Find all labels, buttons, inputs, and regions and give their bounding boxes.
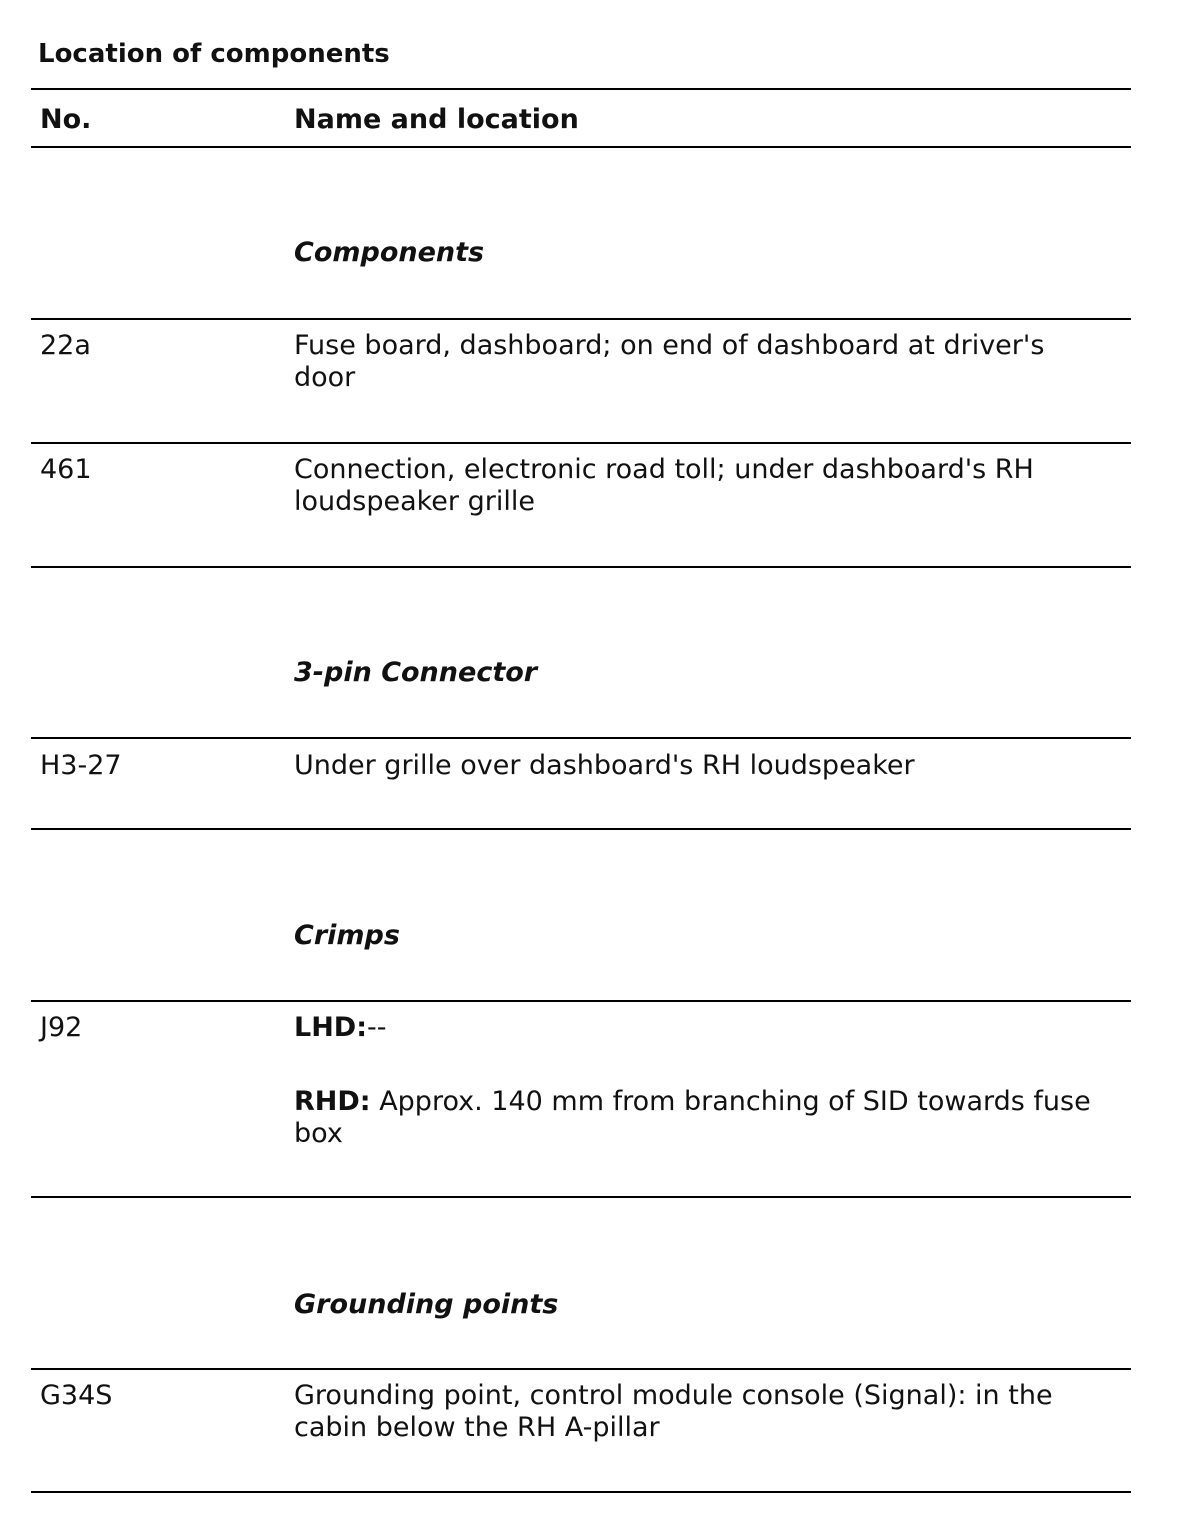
section-bottom-rule [31, 828, 1131, 830]
row-divider [31, 1368, 1131, 1370]
row-description-lhd [294, 1012, 1114, 1044]
row-no: 461 [40, 454, 92, 485]
lhd-label: LHD: [294, 1012, 368, 1043]
section-bottom-rule [31, 1196, 1131, 1198]
table-top-rule [31, 88, 1131, 90]
rhd-label: RHD: [294, 1086, 371, 1117]
section-heading-3-pin-connector: 3-pin Connector [294, 657, 538, 688]
section-heading-components: Components [294, 237, 485, 268]
header-no: No. [40, 104, 92, 135]
section-heading-crimps: Crimps [294, 920, 400, 951]
section-heading-grounding-points: Grounding points [294, 1289, 559, 1320]
page-title: Location of components [38, 39, 390, 69]
row-divider [31, 442, 1131, 444]
table-bottom-rule [31, 1491, 1131, 1493]
row-no: 22a [40, 330, 91, 361]
header-bottom-rule [31, 146, 1131, 148]
row-no: G34S [40, 1380, 113, 1411]
header-name-location: Name and location [294, 104, 579, 135]
row-description-rhd [294, 1086, 1114, 1150]
rhd-value: Approx. 140 mm from branching of SID towards fuse box [294, 1086, 1100, 1149]
row-description: Fuse board, dashboard; on end of dashboard at driver's door [294, 330, 1045, 393]
row-divider [31, 1000, 1131, 1002]
row-no: H3-27 [40, 750, 122, 781]
row-no: J92 [40, 1012, 83, 1043]
row-divider [31, 737, 1131, 739]
section-bottom-rule [31, 566, 1131, 568]
row-divider [31, 318, 1131, 320]
lhd-value: -- [367, 1012, 387, 1043]
row-description: Under grille over dashboard's RH loudspeaker [294, 750, 915, 781]
row-description: Grounding point, control module console (Signal): in the cabin below the RH A-pillar [294, 1380, 1053, 1443]
row-description: Connection, electronic road toll; under dashboard's RH loudspeaker grille [294, 454, 1034, 517]
